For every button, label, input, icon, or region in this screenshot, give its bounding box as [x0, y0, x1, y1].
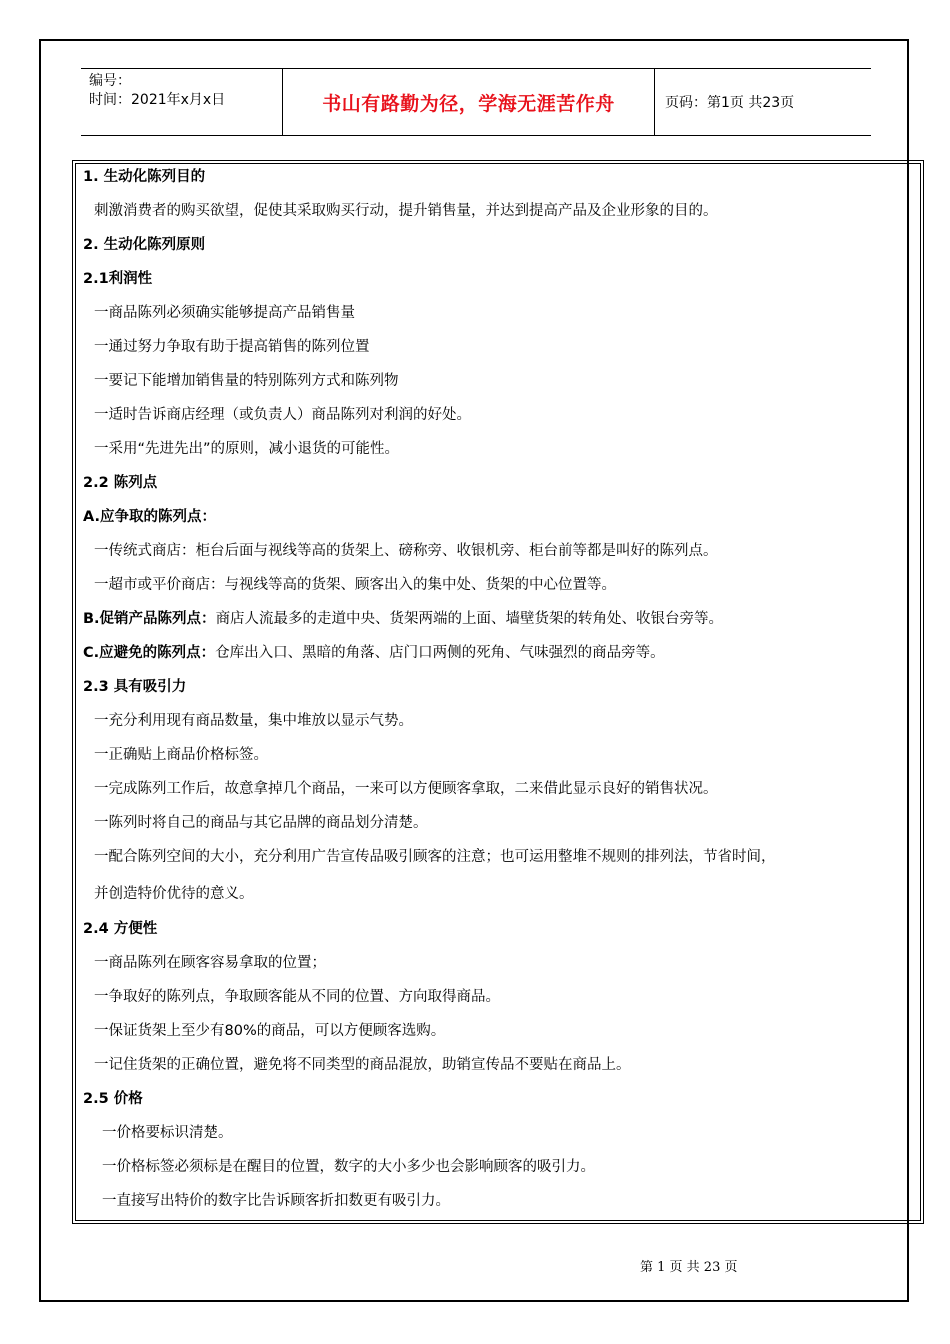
header-slogan: 书山有路勤为径，学海无涯苦作舟 — [322, 92, 615, 115]
paragraph-line: 一完成陈列工作后，故意拿掉几个商品，一来可以方便顾客拿取，二来借此显示良好的销售状况。 — [94, 781, 718, 797]
section-heading: 2.4 方便性 — [83, 921, 158, 937]
labeled-paragraph — [83, 609, 723, 629]
paragraph-line: 一采用“先进先出”的原则，减小退货的可能性。 — [94, 441, 400, 457]
paragraph-line: 一价格标签必须标是在醒目的位置，数字的大小多少也会影响顾客的吸引力。 — [102, 1159, 595, 1175]
section-heading: A.应争取的陈列点： — [83, 509, 216, 525]
document-header — [81, 68, 871, 136]
paragraph-line: 一传统式商店：柜台后面与视线等高的货架上、磅称旁、收银机旁、柜台前等都是叫好的陈列点。 — [94, 543, 718, 559]
paragraph-line: 一超市或平价商店：与视线等高的货架、顾客出入的集中处、货架的中心位置等。 — [94, 577, 616, 593]
section-heading: 2.3 具有吸引力 — [83, 679, 187, 695]
paragraph-line: 一适时告诉商店经理（或负责人）商品陈列对利润的好处。 — [94, 407, 471, 423]
paragraph-label: C.应避免的陈列点： — [83, 645, 216, 661]
paragraph-line: 一直接写出特价的数字比告诉顾客折扣数更有吸引力。 — [102, 1193, 450, 1209]
document-number-label: 编号： — [89, 73, 131, 89]
paragraph-line: 一充分利用现有商品数量，集中堆放以显示气势。 — [94, 713, 413, 729]
footer-page-number: 第 1 页 共 23 页 — [640, 1260, 738, 1275]
section-heading: 2. 生动化陈列原则 — [83, 237, 206, 253]
content-box — [72, 160, 924, 1224]
paragraph-line: 一争取好的陈列点，争取顾客能从不同的位置、方向取得商品。 — [94, 989, 500, 1005]
document-time-label: 时间：2021年x月x日 — [89, 92, 226, 108]
paragraph-line: 一配合陈列空间的大小，充分利用广告宣传品吸引顾客的注意；也可运用整堆不规则的排列法，节省时间， — [94, 849, 776, 865]
header-meta — [81, 69, 283, 135]
paragraph-label: B.促销产品陈列点： — [83, 611, 216, 627]
paragraph-line: 一通过努力争取有助于提高销售的陈列位置 — [94, 339, 370, 355]
paragraph-line: 一正确贴上商品价格标签。 — [94, 747, 268, 763]
section-heading: 1. 生动化陈列目的 — [83, 169, 206, 185]
paragraph-line: 一陈列时将自己的商品与其它品牌的商品划分清楚。 — [94, 815, 428, 831]
paragraph-line: 一记住货架的正确位置，避免将不同类型的商品混放，助销宣传品不要贴在商品上。 — [94, 1057, 631, 1073]
header-page-cell — [655, 69, 871, 135]
paragraph-line: 并创造特价优待的意义。 — [94, 886, 254, 902]
paragraph-text: 商店人流最多的走道中央、货架两端的上面、墙壁货架的转角处、收银台旁等。 — [215, 611, 724, 627]
paragraph-line: 一商品陈列必须确实能够提高产品销售量 — [94, 305, 355, 321]
paragraph-line: 刺激消费者的购买欲望，促使其采取购买行动，提升销售量，并达到提高产品及企业形象的目的。 — [94, 203, 718, 219]
paragraph-line: 一保证货架上至少有80%的商品，可以方便顾客选购。 — [94, 1023, 446, 1039]
section-heading: 2.2 陈列点 — [83, 475, 158, 491]
paragraph-line: 一价格要标识清楚。 — [102, 1125, 233, 1141]
paragraph-line: 一要记下能增加销售量的特别陈列方式和陈列物 — [94, 373, 399, 389]
section-heading: 2.5 价格 — [83, 1091, 143, 1107]
labeled-paragraph — [83, 643, 665, 663]
header-page-info: 页码：第1页 共23页 — [665, 95, 795, 111]
paragraph-text: 仓库出入口、黑暗的角落、店门口两侧的死角、气味强烈的商品旁等。 — [215, 645, 665, 661]
section-heading: 2.1利润性 — [83, 271, 153, 287]
header-slogan-cell — [283, 69, 655, 135]
paragraph-line: 一商品陈列在顾客容易拿取的位置； — [94, 955, 326, 971]
